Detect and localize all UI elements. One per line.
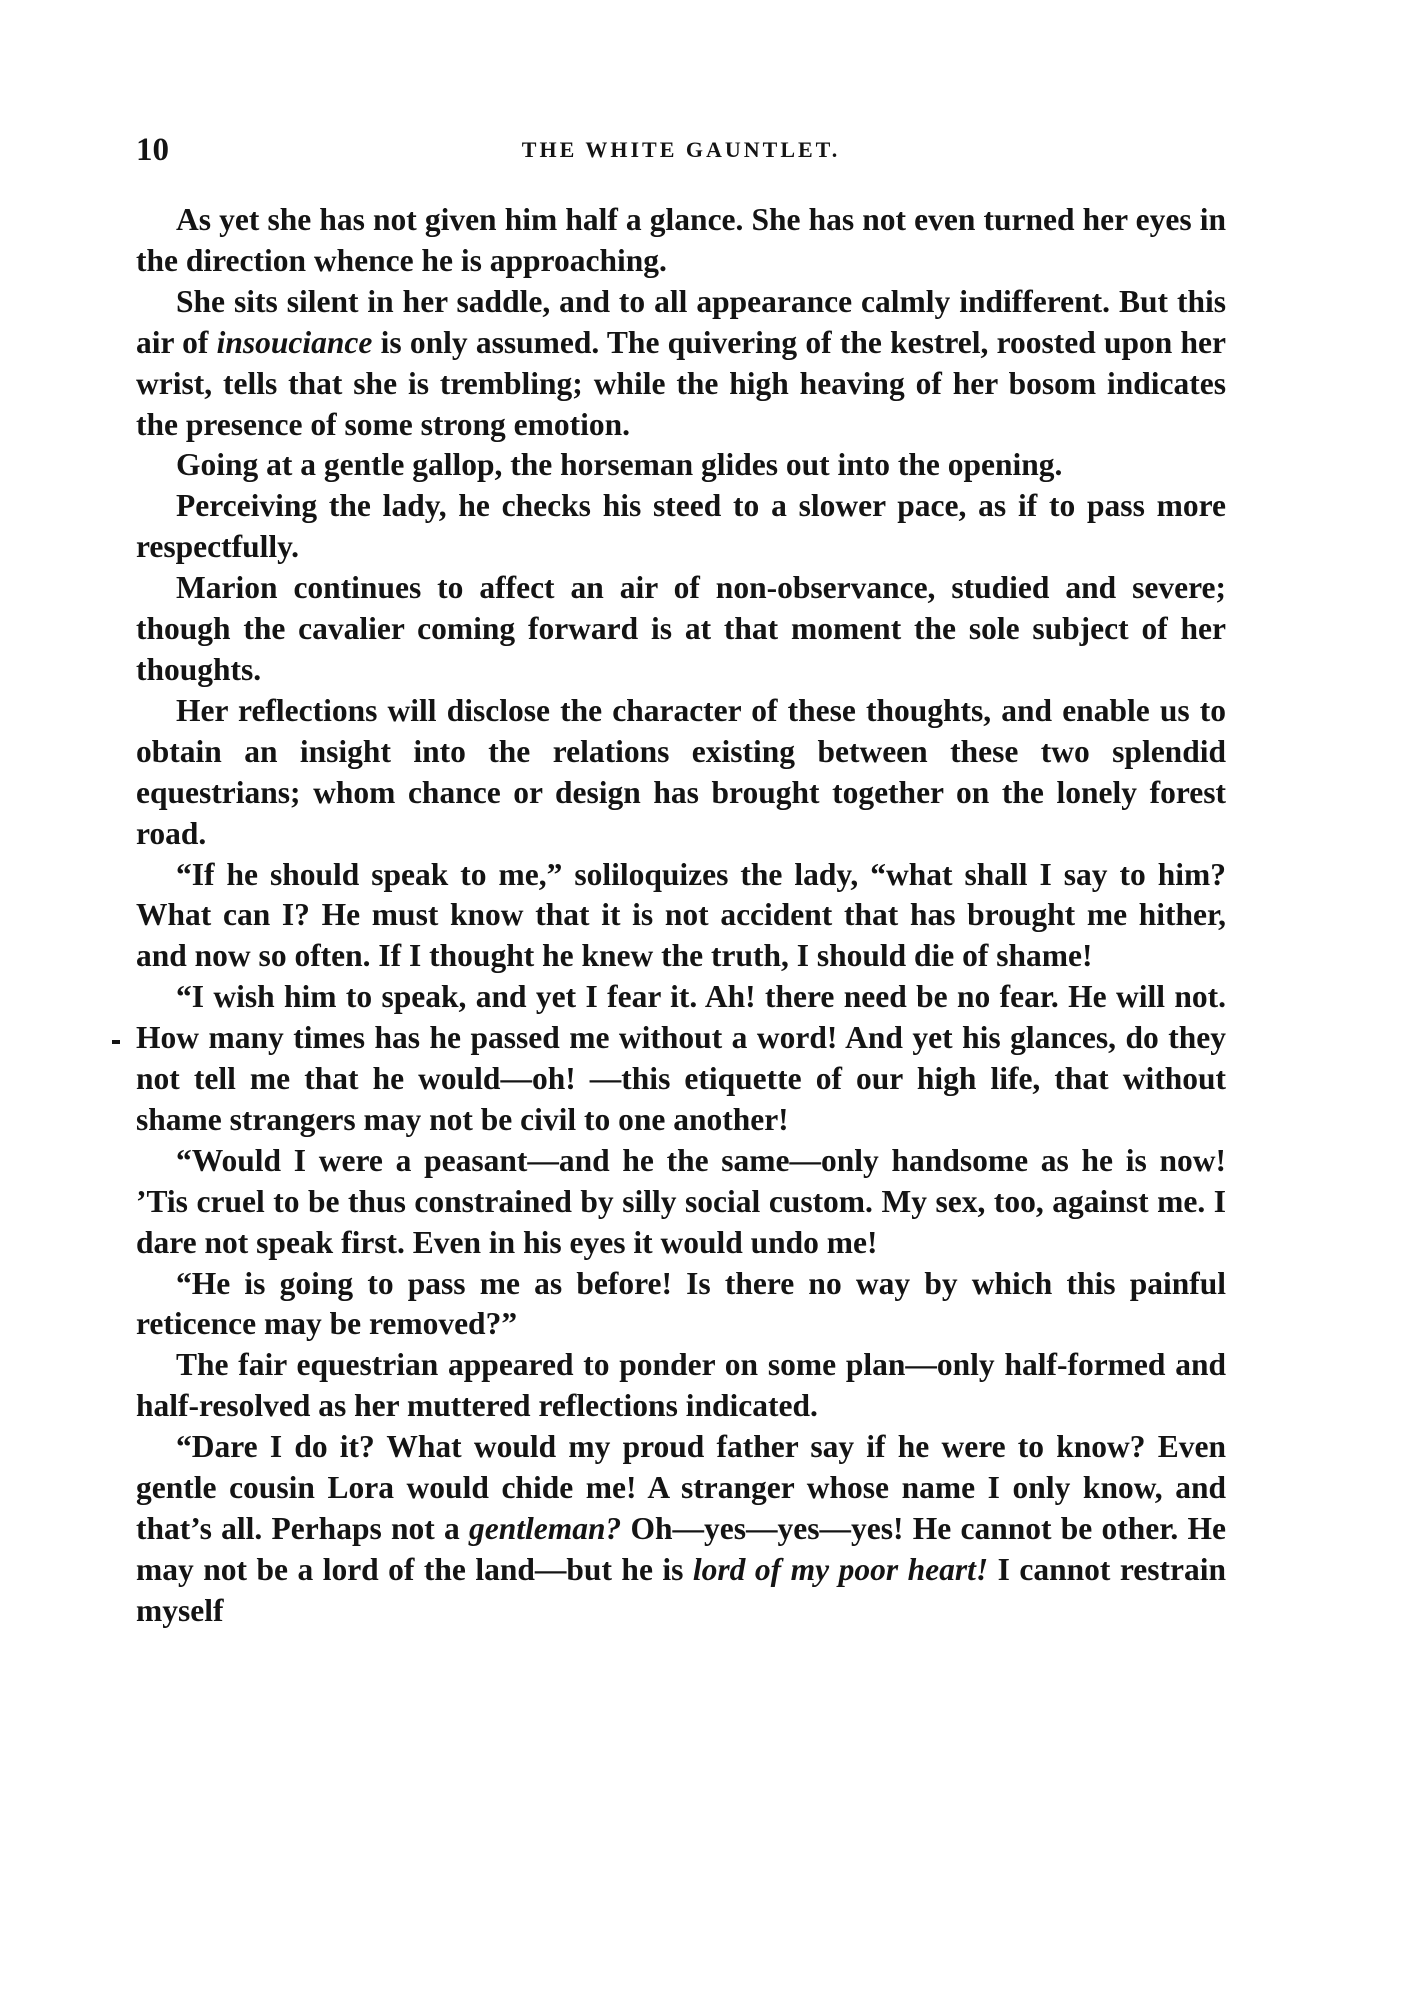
paragraph-12-text-b: Oh—yes—yes—yes! He cannot be other. He may not be a lord of the land—but he is (136, 1511, 1226, 1587)
paragraph-3: Going at a gentle gallop, the horseman glides out into the opening. (176, 447, 1063, 483)
paragraph-12-text-c: I cannot restrain myself (136, 1551, 1226, 1628)
margin-mark (112, 1040, 120, 1044)
paragraph-4: Perceiving the lady, he checks his steed to a slower pace, as if to pass more respectfully. (136, 488, 1226, 565)
page-header (136, 128, 1226, 172)
paragraph-9: “Would I were a peasant—and he the same—only handsome as he is now! ’Tis cruel to be thus constrained by silly social custom. My sex, too, against me. I dare not speak first. Even in his eyes it would undo me! (136, 1142, 1226, 1260)
paragraph-2 (136, 282, 1226, 446)
paragraph-2-italic: insouciance (216, 324, 373, 360)
paragraph-7: “If he should speak to me,” soliloquizes the lady, “what shall I say to him? What can I? He must know that it is not accident that has brought me hither, and now so often. If I thought he knew the truth, I should die of shame! (136, 856, 1226, 974)
paragraph-5: Marion continues to affect an air of non-observance, studied and severe; though the cavalier coming forward is at that moment the sole subject of her thoughts. (136, 570, 1226, 687)
running-head: THE WHITE GAUNTLET. (521, 137, 841, 162)
paragraph-1: As yet she has not given him half a glance. She has not even turned her eyes in the direction whence he is approaching. (136, 202, 1226, 278)
paragraph-10: “He is going to pass me as before! Is there no way by which this painful reticence may be removed?” (136, 1265, 1226, 1342)
body-text (136, 200, 1226, 1632)
paragraph-12 (136, 1427, 1226, 1632)
paragraph-12-text-a: “Dare I do it? What would my proud father say if he were to know? Even gentle cousin Lora would chide me! A stranger whose name I only know, and that’s all. Perhaps not a (136, 1429, 1226, 1546)
page-number: 10 (136, 132, 169, 168)
paragraph-11: The fair equestrian appeared to ponder on some plan—only half-formed and half-resolved as her muttered reflections indicated. (136, 1347, 1226, 1424)
paragraph-2-text-a: She sits silent in her saddle, and to all appearance calmly indifferent. But this air of (136, 283, 1226, 360)
paragraph-12-italic-1: gentleman? (469, 1511, 622, 1546)
paragraph-2-text-b: is only assumed. The quivering of the kestrel, roosted upon her wrist, tells that she is trembling; while the high heaving of her bosom indicates the presence of some strong emotion. (136, 324, 1227, 442)
paragraph-8: “I wish him to speak, and yet I fear it. Ah! there need be no fear. He will not. How many times has he passed me without a word! And yet his glances, do they not tell me that he would—oh! —this etiquette of our high life, that without shame strangers may not be civil to one another! (136, 979, 1226, 1137)
paragraph-12-italic-2: lord of my poor heart! (692, 1551, 989, 1587)
paragraph-6: Her reflections will disclose the character of these thoughts, and enable us to obtain an insight into the relations existing between these two splendid equestrians; whom chance or design has brought together on the lonely forest road. (136, 692, 1226, 851)
